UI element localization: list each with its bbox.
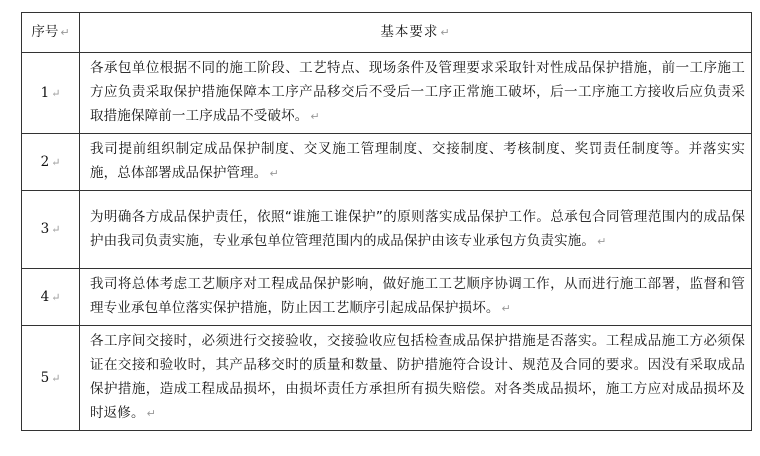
row-text: 各工序间交接时，必须进行交接验收，交接验收应包括检查成品保护措施是否落实。工程成品施工方必须保证在交接和验收时，其产品移交时的质量和数量、防护措施符合设计、规范及合同的要求。因没有采取成品保护措施，造成工程成品损坏，由损坏责任方承担所有损失赔偿。对各类成品损坏，施工方应对成品损坏及时返修。 (90, 333, 745, 421)
requirements-table (21, 12, 752, 431)
return-mark: ↵ (51, 155, 61, 169)
return-mark: ↵ (310, 110, 320, 123)
row-text-cell (80, 191, 752, 269)
row-text: 各承包单位根据不同的施工阶段、工艺特点、现场条件及管理要求采取针对性成品保护措施，前一工序施工方应负责采取保护措施保障本工序产品移交后不受后一工序正常施工破坏，后一工序施工方接收后应负责采取措施保障前一工序成品不受破坏。 (90, 60, 745, 124)
return-mark: ↵ (51, 223, 61, 236)
return-mark: ↵ (60, 26, 70, 39)
table-header-row (22, 13, 752, 53)
return-mark: ↵ (440, 26, 451, 39)
row-number: 4 (40, 288, 50, 305)
return-mark: ↵ (269, 167, 279, 180)
header-number-cell (22, 13, 80, 53)
row-text-cell (80, 53, 752, 134)
return-mark: ↵ (501, 302, 511, 315)
row-number-cell (22, 269, 80, 326)
return-mark: ↵ (146, 407, 156, 420)
row-text-cell (80, 134, 752, 191)
return-mark: ↵ (51, 86, 61, 100)
return-mark: ↵ (597, 234, 607, 248)
row-text: 为明确各方成品保护责任，依照“谁施工谁保护”的原则落实成品保护工作。总承包合同管理范围内的成品保护由我司负责实施，专业承包单位管理范围内的成品保护由该专业承包方负责实施。 (90, 208, 745, 249)
row-number-cell (22, 326, 80, 431)
table-row (22, 326, 752, 431)
row-number-cell (22, 53, 80, 134)
header-requirements-cell (80, 13, 752, 53)
row-text: 我司将总体考虑工艺顺序对工程成品保护影响，做好施工工艺顺序协调工作，从而进行施工部署，监督和管理专业承包单位落实保护措施，防止因工艺顺序引起成品保护损坏。 (90, 276, 745, 316)
table-row (22, 191, 752, 269)
row-number: 2 (40, 153, 50, 170)
row-number: 3 (40, 221, 50, 237)
table-row (22, 134, 752, 191)
row-text-cell (80, 326, 752, 431)
table-row (22, 269, 752, 326)
row-text-cell (80, 269, 752, 326)
row-number-cell (22, 134, 80, 191)
table-row (22, 53, 752, 134)
row-number-cell (22, 191, 80, 269)
row-text: 我司提前组织制定成品保护制度、交叉施工管理制度、交接制度、考核制度、奖罚责任制度等。并落实实施，总体部署成品保护管理。 (90, 141, 745, 181)
row-number: 5 (40, 369, 50, 386)
header-requirements-label: 基本要求 (380, 24, 439, 40)
row-number: 1 (40, 84, 50, 101)
return-mark: ↵ (51, 290, 61, 304)
return-mark: ↵ (51, 371, 61, 385)
header-number-label: 序号 (31, 24, 59, 40)
